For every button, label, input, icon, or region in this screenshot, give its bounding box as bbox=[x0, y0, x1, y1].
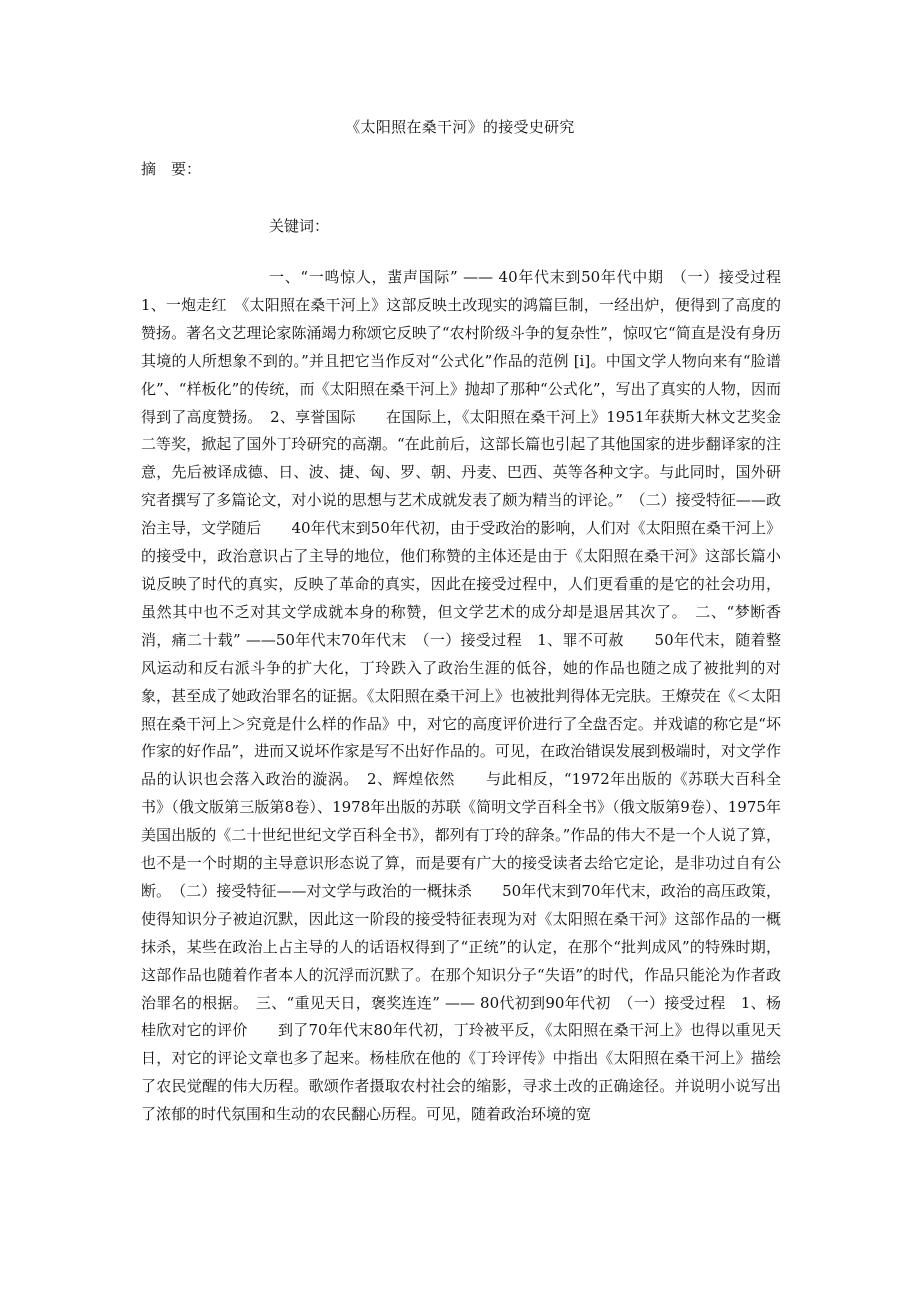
body-paragraph: 一、“一鸣惊人，蜚声国际” —— 40年代末到50年代中期 （一）接受过程 1、一炮走红 《太阳照在桑干河上》这部反映土改现实的鸿篇巨制，一经出炉，便得到了高度的赞扬。著名文艺理论家陈涌竭力称颂它反映了“农村阶级斗争的复杂性”，惊叹它“简直是没有身历其境的人所想象不到的。”并且把它当作反对“公式化”作品的范例 [i]。中国文学人物向来有“脸谱化”、“样板化”的传统，而《太阳照在桑干河上》抛却了那种“公式化”，写出了真实的人物，因而得到了高度赞扬。 2、享誉国际 在国际上，《太阳照在桑干河上》1951年获斯大林文艺奖金二等奖，掀起了国外丁玲研究的高潮。“在此前后，这部长篇也引起了其他国家的进步翻译家的注意，先后被译成德、日、波、捷、匈、罗、朝、丹麦、巴西、英等各种文字。与此同时，国外研究者撰写了多篇论文，对小说的思想与艺术成就发表了颇为精当的评论。” （二）接受特征——政治主导，文学随后 40年代末到50年代初，由于受政治的影响，人们对《太阳照在桑干河上》的接受中，政治意识占了主导的地位，他们称赞的主体还是由于《太阳照在桑干河》这部长篇小说反映了时代的真实，反映了革命的真实，因此在接受过程中，人们更看重的是它的社会功用，虽然其中也不乏对其文学成就本身的称赞，但文学艺术的成分却是退居其次了。 二、“梦断香消，痛二十载” ——50年代末70年代末 （一）接受过程 1、罪不可赦 50年代末，随着整风运动和反右派斗争的扩大化，丁玲跌入了政治生涯的低谷，她的作品也随之成了被批判的对象，甚至成了她政治罪名的证据。《太阳照在桑干河上》也被批判得体无完肤。王燎荧在《＜太阳照在桑干河上＞究竟是什么样的作品》中，对它的高度评价进行了全盘否定。并戏谑的称它是“坏作家的好作品”，进而又说坏作家是写不出好作品的。可见，在政治错误发展到极端时，对文学作品的认识也会落入政治的漩涡。 2、辉煌依然 与此相反，“1972年出版的《苏联大百科全书》（俄文版第三版第8卷）、1978年出版的苏联《简明文学百科全书》（俄文版第9卷）、1975年美国出版的《二十世纪世纪文学百科全书》，都列有丁玲的辞条。”作品的伟大不是一个人说了算，也不是一个时期的主导意识形态说了算，而是要有广大的接受读者去给它定论，是非功过自有公断。 （二）接受特征——对文学与政治的一概抹杀 50年代末到70年代末，政治的高压政策，使得知识分子被迫沉默，因此这一阶段的接受特征表现为对《太阳照在桑干河》这部作品的一概抹杀，某些在政治上占主导的人的话语权得到了“正统”的认定，在那个“批判成风”的特殊时期，这部作品也随着作者本人的沉浮而沉默了。在那个知识分子“失语”的时代，作品只能沦为作者政治罪名的根据。 三、“重见天日，褒奖连连” —— 80代初到90年代初 （一）接受过程 1、杨桂欣对它的评价 到了70年代末80年代初，丁玲被平反，《太阳照在桑干河上》也得以重见天日，对它的评论文章也多了起来。杨桂欣在他的《丁玲评传》中指出《太阳照在桑干河上》描绘了农民觉醒的伟大历程。歌颂作者摄取农村社会的缩影，寻求土改的正确途径。并说明小说写出了浓郁的时代氛围和生动的农民翻心历程。可见，随着政治环境的宽 bbox=[141, 268, 797, 1124]
abstract-label: 摘 要： bbox=[141, 160, 202, 178]
document-title: 《太阳照在桑干河》的接受史研究 bbox=[345, 118, 575, 136]
keywords-label: 关键词： bbox=[269, 217, 330, 235]
